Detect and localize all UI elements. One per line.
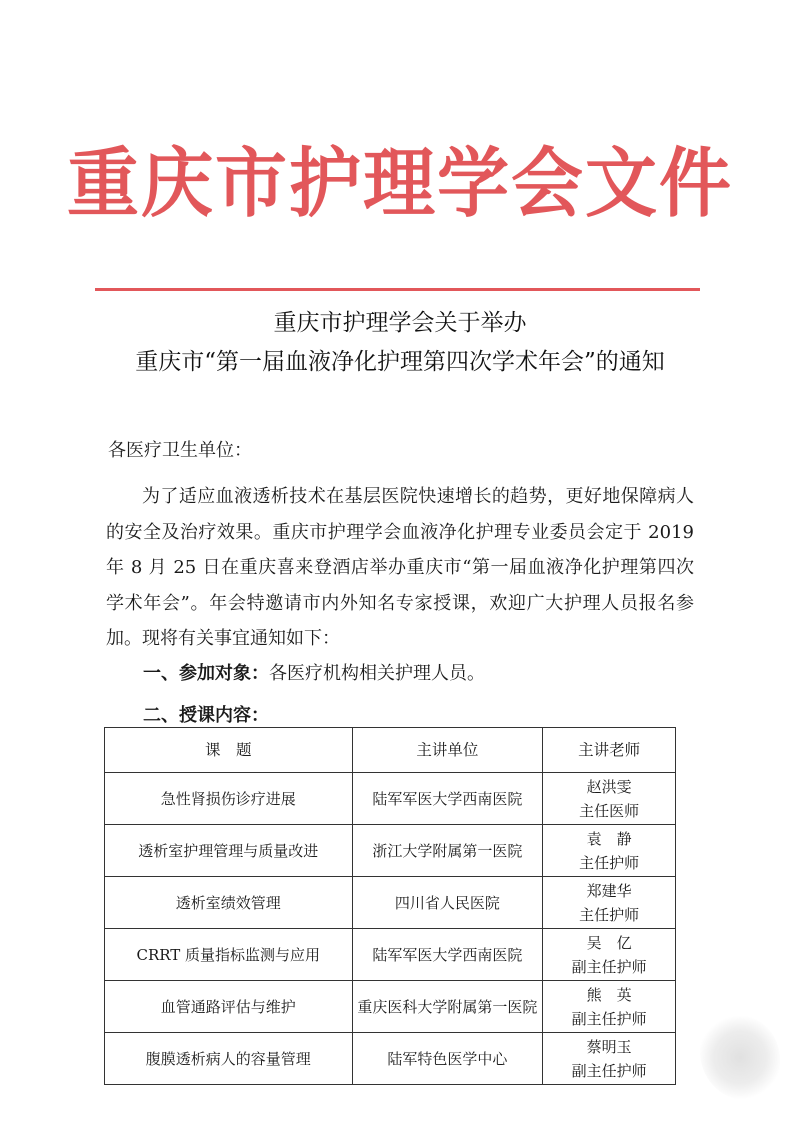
teacher-cell <box>543 825 676 877</box>
unit-cell: 浙江大学附属第一医院 <box>352 825 543 877</box>
section-course-content <box>143 703 269 729</box>
teacher-name: 吴 亿 <box>586 933 632 952</box>
teacher-name: 赵洪雯 <box>586 777 632 796</box>
teacher-name: 蔡明玉 <box>586 1037 632 1056</box>
topic-cell: 急性肾损伤诊疗进展 <box>105 773 353 825</box>
teacher-title: 副主任护师 <box>571 957 647 976</box>
course-table <box>104 727 676 1085</box>
body-paragraph: 为了适应血液透析技术在基层医院快速增长的趋势，更好地保障病人的安全及治疗效果。重庆市护理学会血液净化护理专业委员会定于 2019 年 8 月 25 日在重庆喜来登酒店举办重庆市“第一届血液净化护理第四次学术年会”。年会特邀请市内外知名专家授课，欢迎广大护理人员报名参加。现将有关事宜通知如下： <box>106 486 694 650</box>
table-row <box>105 1033 676 1085</box>
teacher-title: 主任护师 <box>579 905 640 924</box>
teacher-cell <box>543 981 676 1033</box>
topic-cell: CRRT 质量指标监测与应用 <box>105 929 353 981</box>
notice-title-line-1: 重庆市护理学会关于举办 <box>273 310 527 336</box>
teacher-name: 熊 英 <box>586 985 632 1004</box>
section-participants <box>143 661 485 687</box>
teacher-title: 主任医师 <box>579 801 640 820</box>
section-participants-label: 一、参加对象： <box>143 663 269 684</box>
topic-cell: 腹膜透析病人的容量管理 <box>105 1033 353 1085</box>
org-header-title: 重庆市护理学会文件 <box>66 137 733 228</box>
header-unit: 主讲单位 <box>352 728 543 773</box>
header-topic: 课 题 <box>105 728 353 773</box>
paper-stain <box>700 1015 780 1100</box>
table-header-row <box>105 728 676 773</box>
unit-cell: 四川省人民医院 <box>352 877 543 929</box>
salutation: 各医疗卫生单位： <box>108 440 252 461</box>
unit-cell: 陆军特色医学中心 <box>352 1033 543 1085</box>
table-row <box>105 773 676 825</box>
unit-cell: 重庆医科大学附属第一医院 <box>352 981 543 1033</box>
table-row <box>105 825 676 877</box>
teacher-cell <box>543 877 676 929</box>
section-participants-text: 各医疗机构相关护理人员。 <box>269 663 485 684</box>
header-teacher: 主讲老师 <box>543 728 676 773</box>
topic-cell: 透析室护理管理与质量改进 <box>105 825 353 877</box>
teacher-title: 主任护师 <box>579 853 640 872</box>
table-row <box>105 877 676 929</box>
unit-cell: 陆军军医大学西南医院 <box>352 773 543 825</box>
topic-cell: 血管通路评估与维护 <box>105 981 353 1033</box>
teacher-cell <box>543 929 676 981</box>
teacher-title: 副主任护师 <box>571 1009 647 1028</box>
table-row <box>105 981 676 1033</box>
teacher-title: 副主任护师 <box>571 1061 647 1080</box>
teacher-cell <box>543 1033 676 1085</box>
section-course-content-label: 二、授课内容： <box>143 705 269 726</box>
topic-cell: 透析室绩效管理 <box>105 877 353 929</box>
table-row <box>105 929 676 981</box>
teacher-cell <box>543 773 676 825</box>
unit-cell: 陆军军医大学西南医院 <box>352 929 543 981</box>
notice-title-line-2: 重庆市“第一届血液净化护理第四次学术年会”的通知 <box>135 349 665 375</box>
teacher-name: 袁 静 <box>586 829 632 848</box>
teacher-name: 郑建华 <box>586 881 632 900</box>
red-divider-line <box>95 288 700 291</box>
